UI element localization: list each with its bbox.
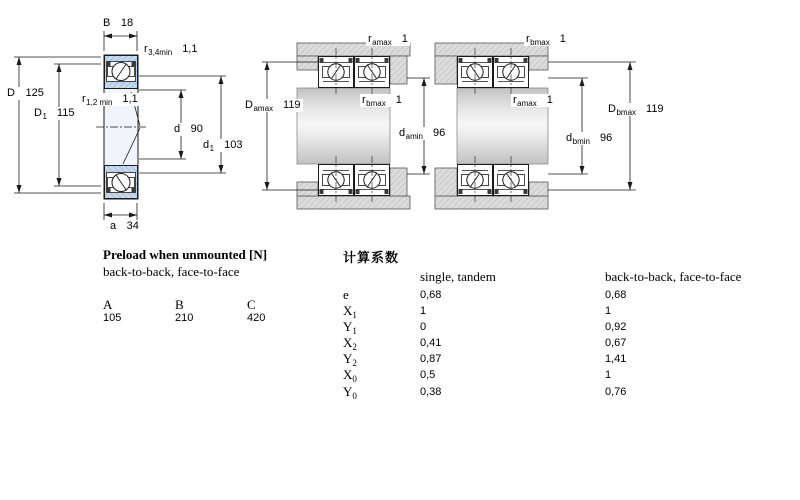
- factor-value-combined: 0,67: [605, 337, 627, 349]
- dim-label-D: D 125: [7, 87, 44, 99]
- middle-mounting-drawing: [262, 43, 430, 209]
- dim-label-ramax-middle: $r_{amax}$ 1: [368, 33, 408, 47]
- preload-col-b: B: [175, 297, 184, 312]
- dim-label-dbmin: $d_{bmin}$ 96: [566, 132, 613, 146]
- dim-label-Dbmax: $D_{bmax}$ 119: [608, 103, 664, 117]
- dim-label-rbmax-right: $r_{bmax}$ 1: [526, 33, 566, 47]
- factor-value-combined: 0,92: [605, 321, 627, 333]
- factor-row-label: $X_1$: [343, 303, 357, 320]
- factor-row-label: $Y_1$: [343, 319, 357, 336]
- factor-value-combined: 0,68: [605, 289, 627, 301]
- factor-row-label: $Y_0$: [343, 384, 357, 401]
- dim-label-B: B 18: [103, 17, 134, 29]
- factor-row-label: $X_2$: [343, 335, 357, 352]
- factor-value-combined: 1,41: [605, 353, 627, 365]
- preload-value-b: 210: [175, 312, 194, 324]
- factors-col1-header: single, tandem: [420, 269, 496, 284]
- factors-table-title: 计算系数: [343, 250, 400, 265]
- factor-value-single: 0,87: [420, 353, 442, 365]
- dim-label-r34min: $r_{3,4min}$ 1,1: [144, 43, 198, 57]
- dim-label-ramax-right: $r_{amax}$ 1: [513, 94, 553, 108]
- factor-row-label: $Y_2$: [343, 351, 357, 368]
- factors-col2-header: back-to-back, face-to-face: [605, 269, 742, 284]
- factor-value-combined: 0,76: [605, 386, 627, 398]
- dim-label-Damax: $D_{amax}$ 119: [245, 99, 301, 113]
- preload-col-a: A: [103, 297, 113, 312]
- factor-value-single: 0,5: [420, 369, 436, 381]
- factor-value-combined: 1: [605, 305, 612, 317]
- factor-value-single: 1: [420, 305, 427, 317]
- preload-value-c: 420: [247, 312, 266, 324]
- dim-label-d: d 90: [174, 123, 203, 135]
- dim-label-a: a 34: [110, 220, 139, 232]
- preload-col-c: C: [247, 297, 256, 312]
- preload-value-a: 105: [103, 312, 122, 324]
- dim-label-damin: $d_{amin}$ 96: [399, 127, 446, 141]
- dim-label-r12min: $r_{1,2 min}$ 1,1: [82, 93, 138, 107]
- factor-row-label: $X_0$: [343, 367, 357, 384]
- preload-table-subtitle: back-to-back, face-to-face: [103, 264, 240, 279]
- preload-table-title: Preload when unmounted [N]: [103, 247, 268, 262]
- factor-value-single: 0,68: [420, 289, 442, 301]
- factor-value-combined: 1: [605, 369, 612, 381]
- factor-value-single: 0: [420, 321, 427, 333]
- factor-row-label: e: [343, 287, 349, 302]
- factor-value-single: 0,38: [420, 386, 442, 398]
- factor-value-single: 0,41: [420, 337, 442, 349]
- dim-label-rbmax-middle: $r_{bmax}$ 1: [362, 94, 402, 108]
- dim-label-D1: $D_1$ 115: [34, 107, 75, 121]
- dim-label-d1: $d_1$ 103: [203, 139, 243, 153]
- right-mounting-drawing: [435, 43, 636, 209]
